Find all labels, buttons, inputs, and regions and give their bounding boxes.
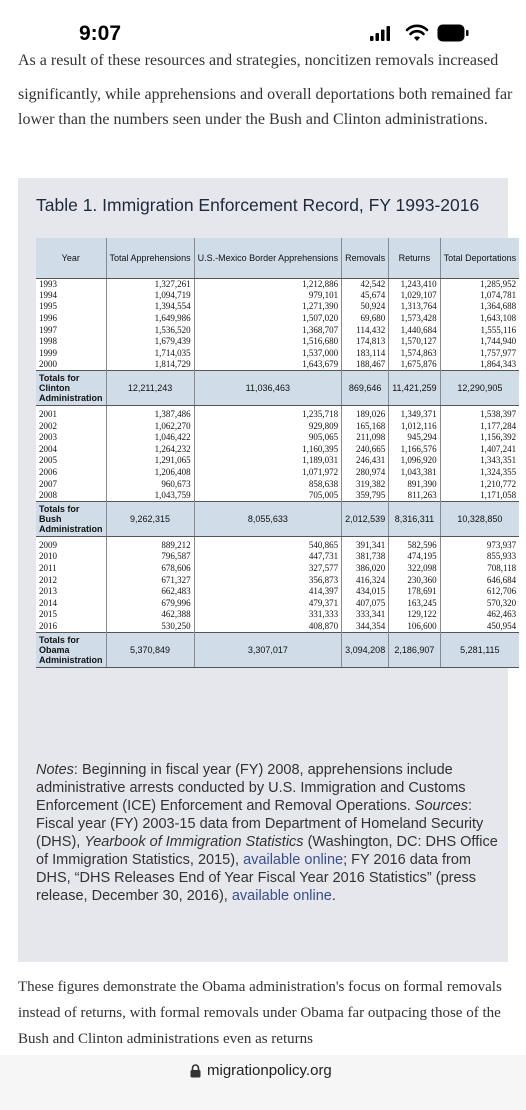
col-header-total-apprehensions: Total Apprehensions	[106, 238, 194, 278]
value-cell: 1,177,284	[480, 420, 517, 431]
table-row	[36, 359, 519, 371]
table-row	[36, 420, 519, 432]
total-value-cell: 3,307,017	[194, 632, 342, 667]
value-cell: 1,757,977	[480, 347, 517, 358]
year-cell: 1995	[36, 301, 106, 313]
year-cell: 1999	[36, 348, 106, 360]
total-value-cell: 3,094,208	[342, 632, 389, 667]
value-cell: 240,665	[342, 444, 389, 456]
battery-icon	[437, 24, 469, 42]
value-cell: 280,974	[342, 467, 389, 479]
cellular-signal-icon	[370, 26, 390, 41]
table-row	[36, 490, 519, 502]
value-cell: 1,364,688	[480, 301, 517, 312]
value-cell: 678,606	[106, 563, 194, 575]
clipped-text-line: As a result of these resources and strategies, noncitizen removals increased	[18, 52, 499, 69]
value-cell: 1,029,107	[389, 290, 440, 302]
value-cell: 1,387,486	[106, 409, 194, 421]
value-cell: 183,114	[342, 348, 389, 360]
table-row	[36, 621, 519, 633]
value-cell: 319,382	[342, 478, 389, 490]
administration-total-row	[36, 502, 519, 537]
table-row	[36, 586, 519, 598]
total-value-cell: 8,055,633	[194, 502, 342, 537]
year-cell: 2009	[36, 540, 106, 552]
url-domain: migrationpolicy.org	[207, 1062, 332, 1079]
following-paragraph: These figures demonstrate the Obama administration's focus on formal removals instead of returns, with formal removals under Obama far outpacing those of the Bush and Clinton administrations even as returns	[18, 979, 502, 1047]
available-online-link-1[interactable]: available online	[243, 852, 344, 868]
year-cell: 2001	[36, 409, 106, 421]
total-value-cell: 8,316,311	[389, 502, 440, 537]
total-value-cell: 12,290,905	[440, 371, 519, 406]
table-title: Table 1. Immigration Enforcement Record, FY 1993-2016	[36, 195, 480, 215]
value-cell: 671,327	[106, 574, 194, 586]
value-cell: 178,691	[389, 586, 440, 598]
sources-end: .	[331, 888, 336, 904]
intro-paragraph: significantly, while apprehensions and overall deportations both remained far lower than the numbers seen under the Bush and Clinton administrations.	[18, 86, 513, 128]
value-cell: 855,933	[486, 551, 517, 562]
value-cell: 246,431	[342, 455, 389, 467]
col-header-year: Year	[36, 238, 106, 278]
value-cell: 679,996	[106, 597, 194, 609]
available-online-link-2[interactable]: available online	[231, 888, 332, 904]
value-cell: 1,675,876	[389, 359, 440, 371]
table-row	[36, 290, 519, 302]
browser-url-bar[interactable]	[0, 1055, 526, 1110]
value-cell: 1,264,232	[106, 444, 194, 456]
value-cell: 434,015	[342, 586, 389, 598]
value-cell: 1,507,020	[194, 313, 342, 325]
notes-text: : Beginning in fiscal year (FY) 2008, apprehensions include administrative arrests conducted by U.S. Immigration and Customs Enforcement (ICE) Enforcement and Removal Operations.	[36, 762, 466, 814]
value-cell: 1,394,554	[106, 301, 194, 313]
sources-text-2: (Washington, DC: DHS Office of Immigration Statistics, 2015),	[36, 834, 498, 868]
value-cell: 530,250	[106, 621, 194, 633]
value-cell: 1,516,680	[194, 336, 342, 348]
value-cell: 1,368,707	[194, 324, 342, 336]
year-cell: 2006	[36, 467, 106, 479]
value-cell: 416,324	[342, 574, 389, 586]
value-cell: 462,388	[106, 609, 194, 621]
value-cell: 1,643,679	[194, 359, 342, 371]
value-cell: 1,864,343	[480, 359, 517, 370]
value-cell: 69,680	[342, 313, 389, 325]
value-cell: 796,587	[106, 551, 194, 563]
value-cell: 391,341	[342, 540, 389, 552]
year-cell: 2010	[36, 551, 106, 563]
value-cell: 1,324,355	[480, 467, 517, 478]
year-cell: 1998	[36, 336, 106, 348]
year-cell: 2007	[36, 478, 106, 490]
year-cell: 2000	[36, 359, 106, 371]
value-cell: 1,643,108	[480, 313, 517, 324]
enforcement-table	[36, 238, 519, 668]
total-value-cell: 5,370,849	[106, 632, 194, 667]
value-cell: 1,094,719	[106, 290, 194, 302]
value-cell: 1,814,729	[106, 359, 194, 371]
value-cell: 447,731	[194, 551, 342, 563]
value-cell: 646,684	[486, 574, 517, 585]
value-cell: 929,809	[194, 420, 342, 432]
value-cell: 891,390	[389, 478, 440, 490]
value-cell: 106,600	[389, 621, 440, 633]
value-cell: 1,012,116	[389, 420, 440, 432]
table-body	[36, 278, 519, 667]
total-label-cell: Totals for Clinton Administration	[36, 371, 106, 406]
value-cell: 905,065	[194, 432, 342, 444]
table-row	[36, 609, 519, 621]
value-cell: 386,020	[342, 563, 389, 575]
value-cell: 462,463	[486, 609, 517, 620]
table-row	[36, 478, 519, 490]
value-cell: 1,062,270	[106, 420, 194, 432]
administration-total-row	[36, 371, 519, 406]
table-row	[36, 313, 519, 325]
value-cell: 1,573,428	[389, 313, 440, 325]
col-header-border-apprehensions: U.S.-Mexico Border Apprehensions	[194, 238, 342, 278]
table-row	[36, 336, 519, 348]
value-cell: 1,349,371	[389, 409, 440, 421]
table-row	[36, 574, 519, 586]
value-cell: 359,795	[342, 490, 389, 502]
value-cell: 450,954	[486, 620, 517, 631]
value-cell: 479,371	[194, 597, 342, 609]
table-wrapper	[36, 238, 517, 668]
value-cell: 163,245	[389, 597, 440, 609]
year-cell: 2003	[36, 432, 106, 444]
value-cell: 811,263	[389, 490, 440, 502]
value-cell: 858,638	[194, 478, 342, 490]
value-cell: 1,043,381	[389, 467, 440, 479]
value-cell: 1,407,241	[480, 443, 517, 454]
table-row	[36, 348, 519, 360]
notes-label: Notes	[36, 762, 74, 778]
value-cell: 582,596	[389, 540, 440, 552]
year-cell: 2005	[36, 455, 106, 467]
value-cell: 1,313,764	[389, 301, 440, 313]
value-cell: 211,098	[342, 432, 389, 444]
value-cell: 1,043,759	[106, 490, 194, 502]
value-cell: 327,577	[194, 563, 342, 575]
value-cell: 174,813	[342, 336, 389, 348]
total-value-cell: 11,421,259	[389, 371, 440, 406]
year-cell: 2012	[36, 574, 106, 586]
value-cell: 979,101	[194, 290, 342, 302]
value-cell: 1,537,000	[194, 348, 342, 360]
value-cell: 1,714,035	[106, 348, 194, 360]
value-cell: 1,285,952	[480, 278, 517, 289]
value-cell: 42,542	[342, 278, 389, 290]
lock-icon	[190, 1064, 201, 1078]
value-cell: 474,195	[389, 551, 440, 563]
year-cell: 2013	[36, 586, 106, 598]
year-cell: 2016	[36, 621, 106, 633]
administration-total-row	[36, 632, 519, 667]
sources-label: Sources	[414, 798, 468, 814]
value-cell: 973,937	[486, 539, 517, 550]
value-cell: 889,212	[106, 540, 194, 552]
value-cell: 1,440,684	[389, 324, 440, 336]
value-cell: 331,333	[194, 609, 342, 621]
value-cell: 1,243,410	[389, 278, 440, 290]
value-cell: 165,168	[342, 420, 389, 432]
value-cell: 1,156,392	[480, 432, 517, 443]
value-cell: 1,538,397	[480, 409, 517, 420]
value-cell: 333,341	[342, 609, 389, 621]
year-cell: 2002	[36, 420, 106, 432]
value-cell: 189,026	[342, 409, 389, 421]
value-cell: 705,005	[194, 490, 342, 502]
table-row	[36, 444, 519, 456]
value-cell: 1,555,116	[480, 324, 517, 335]
value-cell: 1,210,772	[480, 478, 517, 489]
year-cell: 2011	[36, 563, 106, 575]
value-cell: 1,096,920	[389, 455, 440, 467]
value-cell: 1,046,422	[106, 432, 194, 444]
total-value-cell: 2,012,539	[342, 502, 389, 537]
table-row	[36, 278, 519, 290]
value-cell: 1,189,031	[194, 455, 342, 467]
value-cell: 1,679,439	[106, 336, 194, 348]
value-cell: 1,160,395	[194, 444, 342, 456]
value-cell: 662,483	[106, 586, 194, 598]
table-header-row	[36, 238, 519, 278]
table-row	[36, 432, 519, 444]
value-cell: 1,271,390	[194, 301, 342, 313]
value-cell: 1,171,058	[480, 489, 517, 500]
value-cell: 50,924	[342, 301, 389, 313]
total-label-cell: Totals for Bush Administration	[36, 502, 106, 537]
sources-yearbook-title: Yearbook of Immigration Statistics	[84, 834, 304, 850]
table-row	[36, 409, 519, 421]
year-cell: 2014	[36, 597, 106, 609]
total-value-cell: 869,646	[342, 371, 389, 406]
value-cell: 1,074,781	[480, 289, 517, 300]
value-cell: 414,397	[194, 586, 342, 598]
value-cell: 356,873	[194, 574, 342, 586]
value-cell: 1,649,986	[106, 313, 194, 325]
value-cell: 708,118	[487, 562, 517, 573]
value-cell: 945,294	[389, 432, 440, 444]
total-value-cell: 2,186,907	[389, 632, 440, 667]
value-cell: 612,706	[486, 586, 517, 597]
value-cell: 1,166,576	[389, 444, 440, 456]
total-value-cell: 5,281,115	[440, 632, 519, 667]
col-header-returns: Returns	[389, 238, 440, 278]
value-cell: 1,744,940	[480, 336, 517, 347]
value-cell: 1,071,972	[194, 467, 342, 479]
value-cell: 1,212,886	[194, 278, 342, 290]
value-cell: 129,122	[389, 609, 440, 621]
year-cell: 1993	[36, 278, 106, 290]
table-row	[36, 563, 519, 575]
table-row	[36, 455, 519, 467]
col-header-total-deportations: Total Deportations	[440, 238, 519, 278]
year-cell: 2015	[36, 609, 106, 621]
value-cell: 1,343,351	[480, 455, 517, 466]
sources-text-1: : Fiscal year (FY) 2003-15 data from Department of Homeland Security (DHS),	[36, 798, 484, 850]
value-cell: 1,536,520	[106, 324, 194, 336]
value-cell: 407,075	[342, 597, 389, 609]
value-cell: 45,674	[342, 290, 389, 302]
value-cell: 322,098	[389, 563, 440, 575]
table-row	[36, 597, 519, 609]
value-cell: 408,870	[194, 621, 342, 633]
status-time: 9:07	[79, 22, 122, 45]
wifi-icon	[405, 24, 429, 42]
year-cell: 1996	[36, 313, 106, 325]
table-row	[36, 467, 519, 479]
value-cell: 381,738	[342, 551, 389, 563]
value-cell: 230,360	[389, 574, 440, 586]
year-cell: 2004	[36, 444, 106, 456]
value-cell: 1,291,065	[106, 455, 194, 467]
table-notes	[36, 761, 501, 905]
value-cell: 1,235,718	[194, 409, 342, 421]
value-cell: 570,320	[486, 597, 517, 608]
value-cell: 1,206,408	[106, 467, 194, 479]
value-cell: 1,327,261	[106, 278, 194, 290]
value-cell: 1,570,127	[389, 336, 440, 348]
total-value-cell: 10,328,850	[440, 502, 519, 537]
total-value-cell: 9,262,315	[106, 502, 194, 537]
total-label-cell: Totals for Obama Administration	[36, 632, 106, 667]
sources-text-3: ; FY 2016 data from DHS, “DHS Releases End of Year Fiscal Year 2016 Statistics” (press release, December 30, 2016),	[36, 852, 477, 904]
value-cell: 188,467	[342, 359, 389, 371]
col-header-removals: Removals	[342, 238, 389, 278]
table-container	[18, 178, 517, 962]
table-row	[36, 324, 519, 336]
table-row	[36, 301, 519, 313]
year-cell: 2008	[36, 490, 106, 502]
table-row	[36, 551, 519, 563]
year-cell: 1997	[36, 324, 106, 336]
year-cell: 1994	[36, 290, 106, 302]
table-row	[36, 540, 519, 552]
value-cell: 960,673	[106, 478, 194, 490]
value-cell: 344,354	[342, 621, 389, 633]
total-value-cell: 12,211,243	[106, 371, 194, 406]
total-value-cell: 11,036,463	[194, 371, 342, 406]
value-cell: 1,574,863	[389, 348, 440, 360]
value-cell: 114,432	[342, 324, 389, 336]
value-cell: 540,865	[194, 540, 342, 552]
